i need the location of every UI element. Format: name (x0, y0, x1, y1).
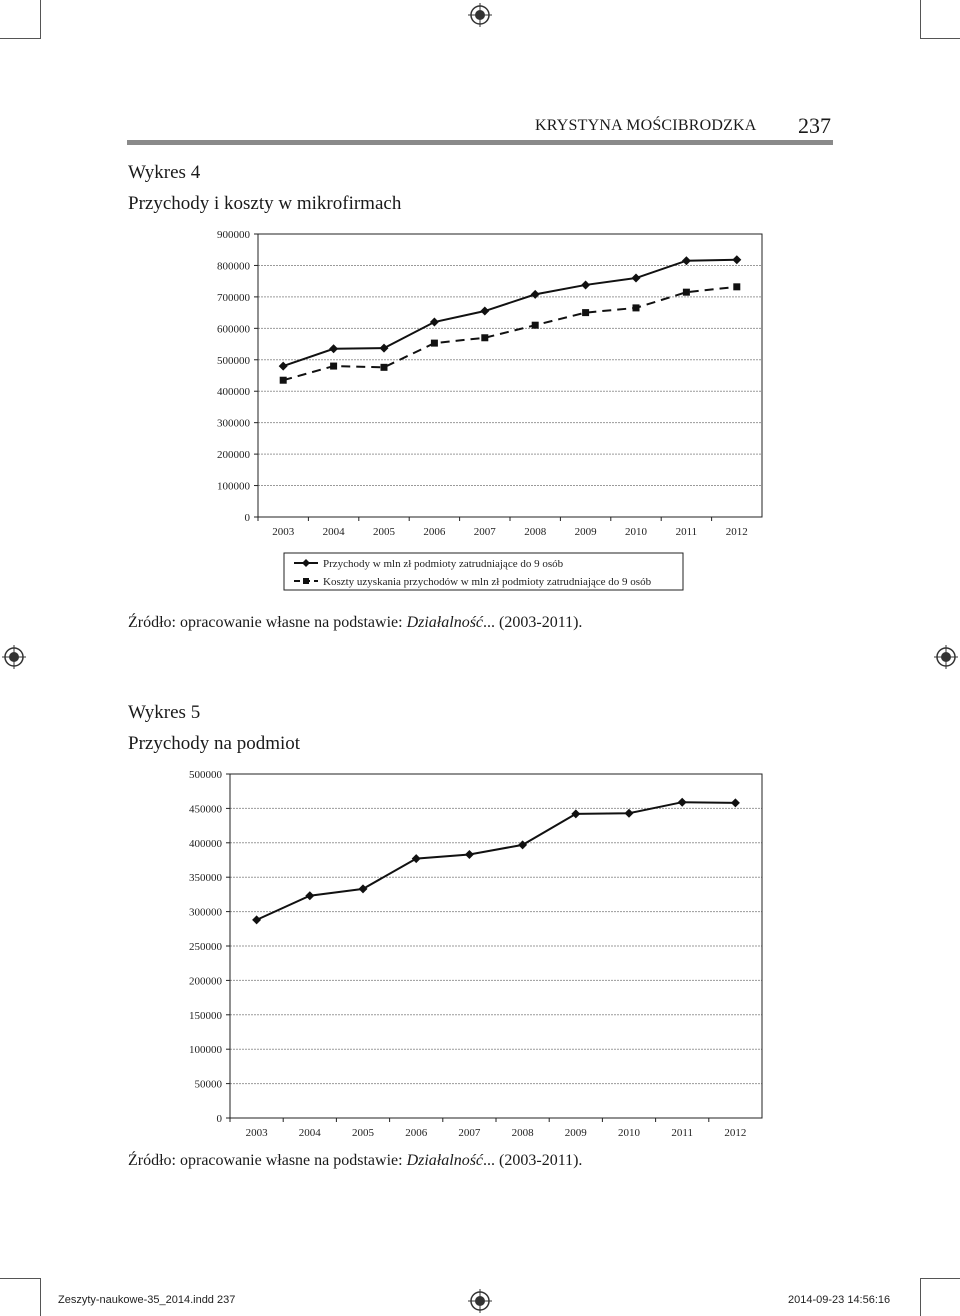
data-point (732, 255, 741, 264)
header-rule (127, 140, 833, 145)
x-axis-ticks (258, 517, 748, 538)
gridlines (258, 234, 762, 486)
legend-label-costs: Koszty uzyskania przychodów w mln zł podmioty zatrudniające do 9 osób (323, 576, 652, 588)
x-tick-label: 2004 (298, 1127, 321, 1139)
y-tick-label: 300000 (217, 417, 250, 430)
y-tick-label: 900000 (217, 229, 250, 241)
x-tick-label: 2009 (564, 1127, 587, 1139)
y-axis-ticks (189, 769, 230, 1125)
x-tick-label: 2003 (245, 1127, 268, 1139)
y-tick-label: 0 (244, 512, 250, 524)
registration-mark-icon (2, 645, 26, 669)
y-tick-label: 700000 (217, 291, 250, 304)
data-point (359, 884, 368, 893)
footer-timestamp: 2014-09-23 14:56:16 (788, 1294, 891, 1306)
x-tick-label: 2008 (524, 526, 547, 538)
data-point (279, 362, 288, 371)
data-point (531, 290, 540, 299)
x-tick-label: 2009 (574, 526, 597, 538)
y-tick-label: 100000 (189, 1044, 222, 1057)
data-point (430, 318, 439, 327)
data-point (731, 798, 740, 807)
crop-mark-top-left (0, 0, 41, 39)
y-tick-label: 300000 (189, 906, 222, 919)
page-number: 237 (798, 113, 831, 138)
registration-mark-icon (468, 1289, 492, 1313)
y-tick-label: 500000 (217, 354, 250, 367)
registration-mark-icon (934, 645, 958, 669)
data-point (633, 304, 640, 311)
y-tick-label: 250000 (189, 941, 222, 953)
x-axis-ticks (230, 1118, 746, 1139)
crop-mark-top-right (920, 0, 960, 39)
series-line (283, 260, 737, 366)
x-tick-label: 2007 (473, 526, 496, 538)
x-tick-label: 2005 (352, 1127, 374, 1139)
crop-mark-bottom-left (0, 1278, 41, 1316)
x-tick-label: 2012 (725, 526, 748, 538)
x-tick-label: 2012 (724, 1127, 747, 1139)
data-point (280, 377, 287, 384)
figure-4-label: Wykres 4 (128, 162, 201, 183)
x-tick-label: 2007 (458, 1127, 481, 1139)
series-group (252, 798, 740, 925)
footer-file-name: Zeszyty-naukowe-35_2014.indd 237 (58, 1294, 236, 1306)
data-point (330, 363, 337, 370)
x-tick-label: 2006 (423, 526, 446, 538)
figure-4-title: Przychody i koszty w mikrofirmach (128, 193, 402, 214)
y-tick-label: 400000 (189, 837, 222, 850)
y-tick-label: 0 (216, 1113, 222, 1125)
y-tick-label: 500000 (189, 769, 222, 781)
y-tick-label: 400000 (217, 386, 250, 399)
source-text: Źródło: opracowanie własne na podstawie: (128, 1152, 407, 1169)
series-group (279, 255, 742, 383)
figure-5-label: Wykres 5 (128, 702, 201, 723)
registration-mark-icon (468, 3, 492, 27)
data-point (571, 809, 580, 818)
data-point (683, 289, 690, 296)
legend-marker-costs (303, 578, 309, 584)
source-range: ... (2003-2011). (483, 1152, 583, 1169)
data-point (480, 307, 489, 316)
x-tick-label: 2004 (322, 526, 345, 538)
chart-revenue-per-entity (170, 760, 790, 1150)
x-tick-label: 2011 (675, 526, 698, 538)
y-tick-label: 800000 (217, 260, 250, 273)
series-line (283, 287, 737, 380)
data-point (481, 334, 488, 341)
y-tick-label: 200000 (217, 449, 250, 462)
data-point (632, 274, 641, 283)
y-tick-label: 100000 (217, 480, 250, 493)
x-tick-label: 2006 (405, 1127, 428, 1139)
data-point (581, 280, 590, 289)
data-point (465, 850, 474, 859)
y-tick-label: 150000 (189, 1009, 222, 1022)
y-axis-ticks (217, 229, 258, 524)
source-italic-title: Działalność (406, 614, 484, 631)
x-tick-label: 2008 (511, 1127, 534, 1139)
data-point (678, 798, 687, 807)
data-point (381, 364, 388, 371)
y-tick-label: 200000 (189, 975, 222, 988)
data-point (305, 891, 314, 900)
series-line (257, 802, 736, 920)
x-tick-label: 2011 (671, 1127, 693, 1139)
figure-5-source (128, 1152, 582, 1170)
source-range: ... (2003-2011). (483, 614, 583, 631)
running-header-author: KRYSTYNA MOŚCIBRODZKA (535, 117, 757, 134)
data-point (682, 256, 691, 265)
source-text: Źródło: opracowanie własne na podstawie: (128, 614, 407, 631)
figure-4-source (128, 614, 582, 632)
data-point (582, 309, 589, 316)
data-point (733, 283, 740, 290)
x-tick-label: 2005 (373, 526, 395, 538)
chart-revenue-costs (170, 222, 790, 602)
x-tick-label: 2010 (625, 526, 647, 538)
data-point (532, 322, 539, 329)
data-point (625, 809, 634, 818)
y-tick-label: 350000 (189, 872, 222, 885)
data-point (329, 344, 338, 353)
plot-area-frame (258, 234, 762, 517)
data-point (252, 915, 261, 924)
data-point (431, 340, 438, 347)
crop-mark-bottom-right (920, 1278, 960, 1316)
gridlines (230, 774, 762, 1084)
legend (284, 553, 683, 590)
source-italic-title: Działalność (406, 1152, 484, 1169)
figure-5-title: Przychody na podmiot (128, 733, 301, 754)
x-tick-label: 2003 (272, 526, 295, 538)
y-tick-label: 450000 (189, 803, 222, 816)
y-tick-label: 50000 (194, 1078, 222, 1091)
data-point (380, 344, 389, 353)
x-tick-label: 2010 (618, 1127, 640, 1139)
data-point (518, 840, 527, 849)
legend-label-revenue: Przychody w mln zł podmioty zatrudniające do 9 osób (323, 558, 564, 570)
y-tick-label: 600000 (217, 323, 250, 336)
data-point (412, 854, 421, 863)
